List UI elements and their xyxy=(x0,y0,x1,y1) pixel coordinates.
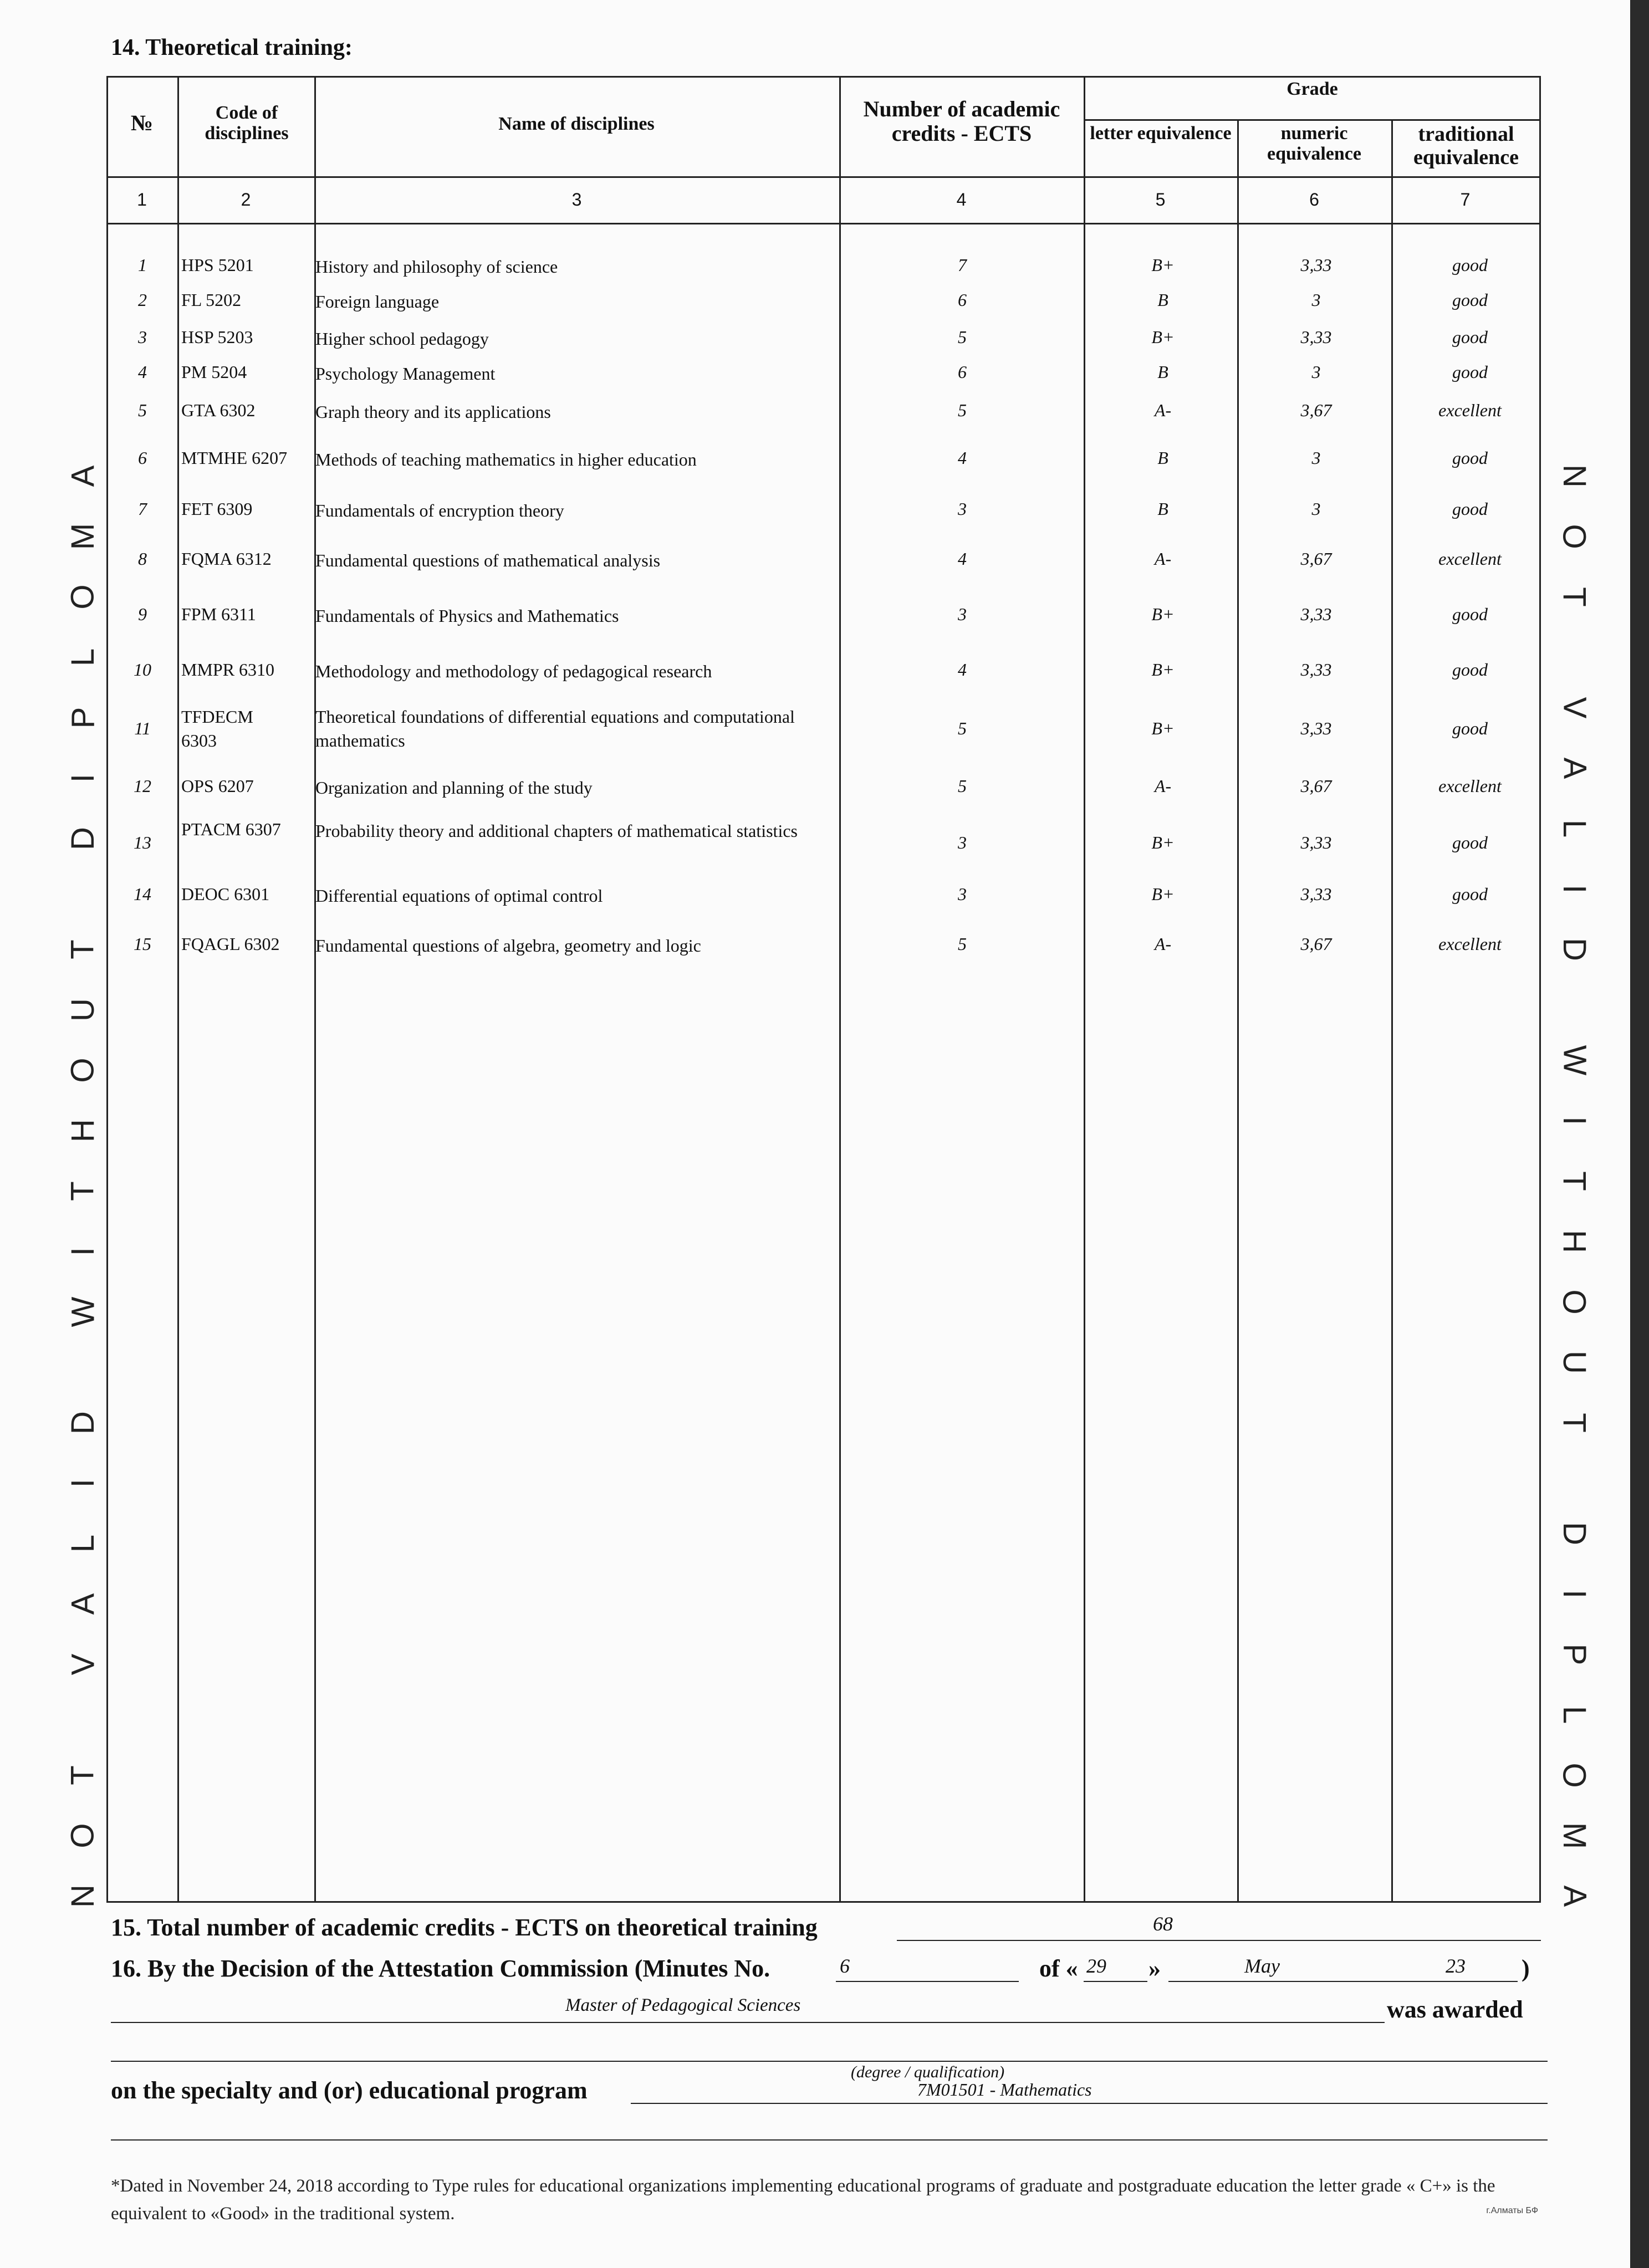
watermark-letter: I xyxy=(65,773,101,783)
close-quote: » xyxy=(1148,1955,1161,1982)
traditional-grade: excellent xyxy=(1438,549,1502,569)
watermark-letter: T xyxy=(1556,587,1592,607)
letter-grade: A- xyxy=(1154,549,1172,569)
table-border xyxy=(1084,119,1541,121)
discipline-code: FQMA 6312 xyxy=(181,549,272,569)
header-grade: Grade xyxy=(1286,79,1338,99)
section-14-title: 14. Theoretical training: xyxy=(111,35,353,60)
underline xyxy=(631,2103,1548,2104)
discipline-code: GTA 6302 xyxy=(181,400,256,420)
minutes-number: 6 xyxy=(840,1955,850,1977)
letter-grade: B+ xyxy=(1151,327,1175,347)
watermark-letter: L xyxy=(1556,819,1592,838)
watermark-letter: O xyxy=(65,1058,101,1083)
watermark-letter: A xyxy=(65,465,101,487)
traditional-grade: excellent xyxy=(1438,400,1502,420)
table-border xyxy=(106,76,108,1901)
row-index: 5 xyxy=(138,400,147,420)
traditional-grade: good xyxy=(1452,832,1488,852)
watermark-letter: O xyxy=(65,1823,101,1848)
watermark-letter: O xyxy=(65,584,101,610)
watermark-letter: D xyxy=(64,1411,101,1434)
credits-value: 3 xyxy=(958,499,967,519)
letter-grade: B+ xyxy=(1151,255,1175,275)
letter-grade: A- xyxy=(1154,776,1172,796)
watermark-letter: N xyxy=(64,1884,101,1908)
discipline-code: PTACM 6307 xyxy=(181,819,281,839)
traditional-grade: good xyxy=(1452,884,1488,904)
watermark-letter: I xyxy=(1556,1116,1592,1126)
table-border xyxy=(106,176,1541,178)
watermark-letter: T xyxy=(65,1181,101,1201)
credits-value: 5 xyxy=(958,400,967,420)
underline xyxy=(1084,1981,1147,1982)
column-number: 6 xyxy=(1309,190,1319,210)
row-index: 12 xyxy=(134,776,151,796)
table-border xyxy=(1539,76,1541,1901)
traditional-grade: good xyxy=(1452,327,1488,347)
watermark-letter: D xyxy=(1556,1522,1592,1545)
discipline-name: Organization and planning of the study xyxy=(315,778,593,798)
discipline-code: DEOC 6301 xyxy=(181,884,270,904)
credits-value: 6 xyxy=(958,362,967,382)
numeric-grade: 3,33 xyxy=(1300,718,1332,738)
letter-grade: B xyxy=(1157,499,1168,519)
discipline-code: OPS 6207 xyxy=(181,776,254,796)
underline xyxy=(111,2139,1548,2141)
numeric-grade: 3,67 xyxy=(1300,776,1332,796)
letter-grade: B+ xyxy=(1151,604,1175,624)
credits-value: 7 xyxy=(958,255,967,275)
numeric-grade: 3 xyxy=(1311,290,1321,310)
watermark-letter: T xyxy=(1556,1413,1592,1433)
row-index: 2 xyxy=(138,290,147,310)
watermark-letter: L xyxy=(64,1534,101,1553)
row-index: 11 xyxy=(134,718,151,738)
letter-grade: B+ xyxy=(1151,718,1175,738)
row-index: 7 xyxy=(138,499,147,519)
numeric-grade: 3,33 xyxy=(1300,660,1332,680)
watermark-letter: N xyxy=(1556,464,1592,488)
traditional-grade: excellent xyxy=(1438,776,1502,796)
watermark-letter: O xyxy=(1556,524,1592,549)
row-index: 15 xyxy=(134,934,151,954)
discipline-code: MMPR 6310 xyxy=(181,660,275,680)
watermark-letter: L xyxy=(64,648,101,667)
discipline-name: Differential equations of optimal control xyxy=(315,886,603,906)
discipline-name: History and philosophy of science xyxy=(315,257,558,277)
letter-grade: B+ xyxy=(1151,884,1175,904)
discipline-name: Methodology and methodology of pedagogical research xyxy=(315,661,712,681)
column-number: 3 xyxy=(571,190,582,210)
letter-grade: B+ xyxy=(1151,832,1175,852)
watermark-letter: W xyxy=(1556,1045,1592,1076)
credits-value: 3 xyxy=(958,884,967,904)
watermark-letter: I xyxy=(65,1478,101,1488)
traditional-grade: good xyxy=(1452,604,1488,624)
header-letter: letter equivalence xyxy=(1090,123,1232,144)
table-border xyxy=(1084,76,1085,1901)
traditional-grade: good xyxy=(1452,448,1488,468)
numeric-grade: 3 xyxy=(1311,499,1321,519)
numeric-grade: 3,67 xyxy=(1300,549,1332,569)
degree-value: Master of Pedagogical Sciences xyxy=(565,1995,801,2015)
discipline-name: Fundamental questions of mathematical analysis xyxy=(315,550,661,570)
traditional-grade: good xyxy=(1452,499,1488,519)
letter-grade: B xyxy=(1157,290,1168,310)
numeric-grade: 3,33 xyxy=(1300,604,1332,624)
credits-value: 6 xyxy=(958,290,967,310)
section-16-label: 16. By the Decision of the Attestation Commission (Minutes No. xyxy=(111,1955,770,1982)
row-index: 3 xyxy=(138,327,147,347)
traditional-grade: good xyxy=(1452,362,1488,382)
watermark-letter: V xyxy=(1556,697,1592,719)
header-numeric: numeric equivalence xyxy=(1267,123,1361,165)
discipline-name: Psychology Management xyxy=(315,364,496,384)
discipline-code: PM 5204 xyxy=(181,362,247,382)
table-border xyxy=(177,76,179,1901)
watermark-letter: T xyxy=(65,939,101,959)
watermark-letter: H xyxy=(64,1119,101,1142)
traditional-grade: good xyxy=(1452,718,1488,738)
degree-caption: (degree / qualification) xyxy=(851,2063,1005,2081)
discipline-name: Methods of teaching mathematics in higher education xyxy=(315,449,697,469)
header-no: № xyxy=(130,110,154,135)
footnote: *Dated in November 24, 2018 according to Type rules for educational organizations implementing educational programs of graduate and postgraduate education the letter grade « C+» is the equivalent to «Good» in the traditional system. xyxy=(111,2176,1495,2224)
discipline-code: FL 5202 xyxy=(181,290,242,310)
credits-value: 3 xyxy=(958,604,967,624)
table-border xyxy=(106,76,1541,78)
watermark-letter: D xyxy=(1556,938,1592,961)
decision-month: May xyxy=(1244,1955,1280,1977)
watermark-left xyxy=(64,460,103,1912)
was-awarded-label: was awarded xyxy=(1387,1996,1523,2023)
numeric-grade: 3,33 xyxy=(1300,832,1332,852)
watermark-letter: O xyxy=(1556,1289,1592,1315)
discipline-code: MTMHE 6207 xyxy=(181,448,288,468)
row-index: 13 xyxy=(134,832,151,852)
numeric-grade: 3 xyxy=(1311,362,1321,382)
corner-note: г.Алматы БФ xyxy=(1486,2206,1538,2215)
row-index: 9 xyxy=(138,604,147,624)
underline xyxy=(111,2022,1385,2023)
watermark-letter: L xyxy=(1556,1705,1592,1724)
discipline-code: FQAGL 6302 xyxy=(181,934,280,954)
column-number: 5 xyxy=(1155,190,1166,210)
watermark-letter: A xyxy=(65,1593,101,1615)
watermark-letter: D xyxy=(64,827,101,850)
discipline-code: HSP 5203 xyxy=(181,327,253,347)
header-name: Name of disciplines xyxy=(498,114,655,134)
watermark-letter: O xyxy=(1556,1763,1592,1788)
watermark-letter: T xyxy=(1556,1171,1592,1191)
credits-value: 5 xyxy=(958,776,967,796)
header-traditional: traditional equivalence xyxy=(1413,122,1519,169)
credits-value: 5 xyxy=(958,718,967,738)
traditional-grade: good xyxy=(1452,290,1488,310)
discipline-code: FPM 6311 xyxy=(181,604,256,624)
discipline-name: Foreign language xyxy=(315,292,440,311)
numeric-grade: 3,33 xyxy=(1300,255,1332,275)
table-border xyxy=(106,223,1541,224)
watermark-letter: V xyxy=(65,1653,101,1676)
watermark-letter: W xyxy=(65,1296,101,1327)
underline xyxy=(1168,1981,1518,1982)
discipline-name: Graph theory and its applications xyxy=(315,402,551,422)
watermark-letter: U xyxy=(64,998,101,1021)
scan-edge xyxy=(1630,0,1649,2268)
traditional-grade: good xyxy=(1452,660,1488,680)
numeric-grade: 3,33 xyxy=(1300,884,1332,904)
letter-grade: A- xyxy=(1154,934,1172,954)
credits-value: 5 xyxy=(958,327,967,347)
row-index: 6 xyxy=(138,448,147,468)
discipline-name: Fundamentals of Physics and Mathematics xyxy=(315,606,619,626)
program-value: 7M01501 - Mathematics xyxy=(917,2080,1092,2100)
watermark-letter: I xyxy=(1556,1589,1592,1599)
row-index: 1 xyxy=(138,255,147,275)
discipline-code: HPS 5201 xyxy=(181,255,254,275)
table-border xyxy=(106,1901,1541,1903)
numeric-grade: 3,67 xyxy=(1300,400,1332,420)
discipline-code: FET 6309 xyxy=(181,499,253,519)
discipline-name: Fundamentals of encryption theory xyxy=(315,500,564,520)
discipline-name: Probability theory and additional chapters of mathematical statistics xyxy=(315,821,798,841)
numeric-grade: 3 xyxy=(1311,448,1321,468)
decision-day: 29 xyxy=(1086,1955,1106,1977)
watermark-letter: A xyxy=(1556,757,1592,779)
discipline-name: Fundamental questions of algebra, geometry and logic xyxy=(315,936,701,956)
watermark-letter: U xyxy=(1556,1351,1592,1374)
specialty-label: on the specialty and (or) educational program xyxy=(111,2077,588,2104)
watermark-right xyxy=(1555,460,1594,1912)
underline xyxy=(897,1940,1541,1941)
credits-value: 5 xyxy=(958,934,967,954)
close-paren: ) xyxy=(1522,1955,1530,1982)
row-index: 14 xyxy=(134,884,151,904)
underline xyxy=(836,1981,1019,1982)
watermark-letter: I xyxy=(65,1247,101,1256)
row-index: 10 xyxy=(134,660,151,680)
section-15-label: 15. Total number of academic credits - ECTS on theoretical training xyxy=(111,1914,818,1941)
discipline-code: TFDECM 6303 xyxy=(181,707,253,751)
total-credits-value: 68 xyxy=(1153,1913,1173,1935)
watermark-letter: T xyxy=(65,1765,101,1785)
traditional-grade: good xyxy=(1452,255,1488,275)
watermark-letter: A xyxy=(1556,1885,1592,1907)
credits-value: 4 xyxy=(958,448,967,468)
watermark-letter: H xyxy=(1556,1230,1592,1253)
credits-value: 3 xyxy=(958,832,967,852)
numeric-grade: 3,67 xyxy=(1300,934,1332,954)
row-index: 8 xyxy=(138,549,147,569)
credits-value: 4 xyxy=(958,549,967,569)
of-label: of « xyxy=(1039,1955,1078,1982)
letter-grade: B+ xyxy=(1151,660,1175,680)
table-border xyxy=(1391,119,1393,1901)
discipline-name: Theoretical foundations of differential equations and computational mathematics xyxy=(315,707,795,751)
watermark-letter: P xyxy=(65,707,101,729)
column-number: 1 xyxy=(137,190,147,210)
numeric-grade: 3,33 xyxy=(1300,327,1332,347)
column-number: 4 xyxy=(956,190,967,210)
column-number: 2 xyxy=(241,190,251,210)
credits-value: 4 xyxy=(958,660,967,680)
header-code: Code of disciplines xyxy=(205,103,289,144)
watermark-letter: P xyxy=(1556,1643,1592,1666)
decision-year: 23 xyxy=(1446,1955,1466,1977)
letter-grade: A- xyxy=(1154,400,1172,420)
table-border xyxy=(1237,119,1239,1901)
watermark-letter: I xyxy=(1556,884,1592,894)
letter-grade: B xyxy=(1157,448,1168,468)
watermark-letter: M xyxy=(1556,1822,1592,1850)
watermark-letter: M xyxy=(64,523,101,550)
letter-grade: B xyxy=(1157,362,1168,382)
column-number: 7 xyxy=(1460,190,1471,210)
discipline-name: Higher school pedagogy xyxy=(315,329,489,349)
row-index: 4 xyxy=(138,362,147,382)
underline xyxy=(111,2061,1548,2062)
header-credits: Number of academic credits - ECTS xyxy=(863,96,1060,146)
traditional-grade: excellent xyxy=(1438,934,1502,954)
